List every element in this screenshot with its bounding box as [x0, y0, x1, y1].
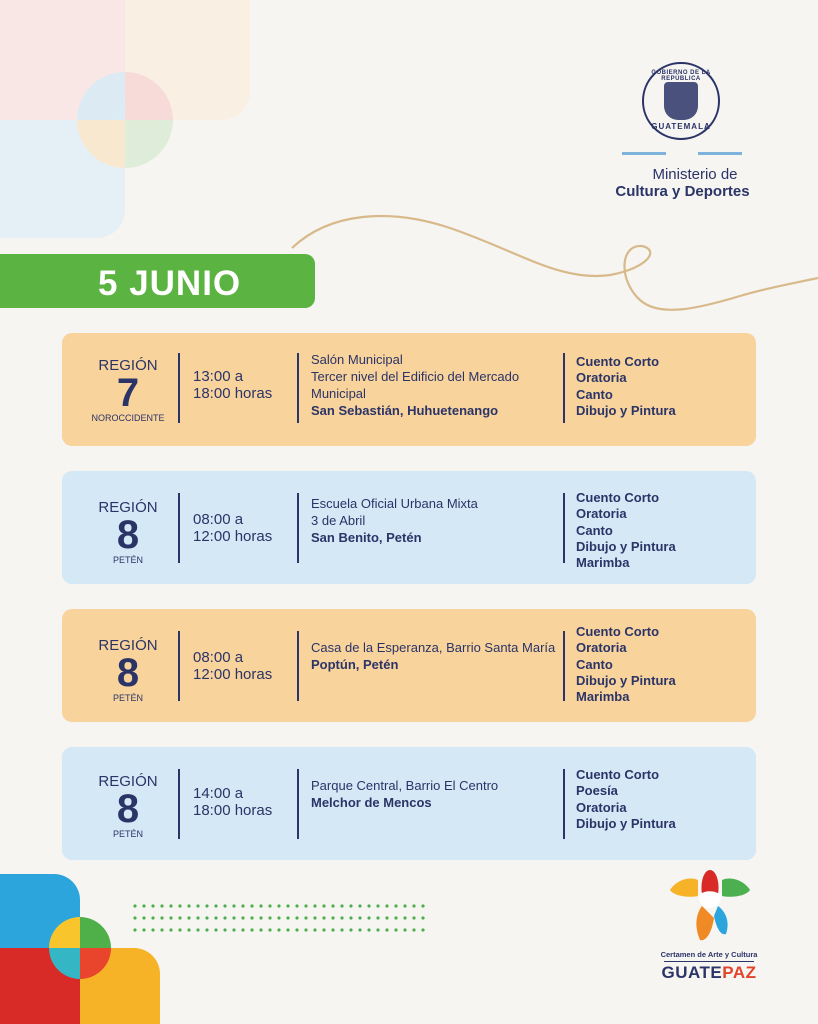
event-card-4	[62, 747, 756, 860]
activity-item: Cuento Corto	[576, 354, 660, 369]
logo-title-guate: GUATE	[661, 963, 723, 982]
event-time	[193, 785, 293, 819]
activity-item: Dibujo y Pintura	[576, 672, 676, 688]
region-number: 8	[116, 513, 140, 557]
event-venue	[311, 351, 563, 419]
activity-item: Oratoria	[576, 506, 627, 522]
decor-circle-bottom	[49, 917, 111, 979]
guatepaz-hands-logo-icon	[660, 862, 760, 952]
logo-title-paz: PAZ	[722, 963, 757, 982]
activity-list	[576, 767, 726, 832]
venue-location: Poptún, Petén	[311, 657, 399, 672]
region-block	[82, 333, 174, 446]
venue-line: Salón Municipal	[311, 352, 403, 367]
event-time	[193, 511, 293, 545]
activity-item: Oratoria	[576, 799, 627, 815]
date-banner	[0, 254, 315, 308]
divider	[297, 353, 299, 423]
region-block	[82, 471, 174, 584]
region-block	[82, 747, 174, 860]
event-time	[193, 649, 293, 683]
event-venue	[311, 639, 563, 673]
logo-rule	[664, 961, 754, 962]
event-card-1	[62, 333, 756, 446]
venue-line: Casa de la Esperanza, Barrio Santa María	[311, 640, 556, 655]
divider	[178, 493, 180, 563]
logo-subtitle: Certamen de Arte y Cultura	[660, 950, 758, 959]
region-number: 7	[116, 371, 140, 415]
region-name: PETÉN	[112, 829, 143, 839]
activity-item: Marimba	[576, 689, 630, 705]
event-time	[193, 368, 293, 402]
divider	[297, 769, 299, 839]
divider	[563, 631, 565, 701]
region-label: REGIÓN	[98, 499, 158, 516]
region-label: REGIÓN	[98, 357, 158, 374]
venue-line: Escuela Oficial Urbana Mixta	[311, 496, 478, 511]
region-name: NOROCCIDENTE	[91, 413, 165, 423]
activity-item: Oratoria	[576, 370, 627, 386]
activity-item: Oratoria	[576, 640, 627, 656]
venue-location: Melchor de Mencos	[311, 795, 432, 810]
ministry-name-line1: Ministerio de	[652, 166, 738, 183]
activity-item: Cuento Corto	[576, 767, 660, 782]
activity-item: Dibujo y Pintura	[576, 815, 676, 831]
ministry-name-line2: Cultura y Deportes	[615, 183, 750, 200]
activity-item: Canto	[576, 656, 613, 672]
region-label: REGIÓN	[98, 773, 158, 790]
activity-list	[576, 490, 726, 571]
region-number: 8	[116, 787, 140, 831]
time-end: 12:00 horas	[193, 528, 273, 545]
event-card-3	[62, 609, 756, 722]
decor-dots	[132, 903, 432, 933]
event-card-2	[62, 471, 756, 584]
coat-of-arms-icon	[664, 82, 698, 120]
region-block	[82, 609, 174, 722]
activity-item: Marimba	[576, 555, 630, 571]
venue-line: Tercer nivel del Edificio del Mercado	[311, 369, 520, 384]
time-start: 08:00 a	[193, 511, 244, 528]
activity-item: Cuento Corto	[576, 624, 660, 639]
time-start: 08:00 a	[193, 649, 244, 666]
date-title: 5 JUNIO	[98, 264, 242, 303]
divider	[563, 493, 565, 563]
logo-title	[650, 963, 768, 983]
venue-location: San Sebastián, Huhuetenango	[311, 403, 499, 418]
venue-line: Municipal	[311, 386, 366, 401]
event-venue	[311, 495, 563, 546]
activity-item: Dibujo y Pintura	[576, 538, 676, 554]
activity-item: Canto	[576, 386, 613, 402]
time-end: 18:00 horas	[193, 385, 273, 402]
divider	[178, 769, 180, 839]
seal-top-text: GOBIERNO DE LA REPÚBLICA	[651, 70, 711, 82]
event-venue	[311, 777, 563, 811]
time-start: 13:00 a	[193, 368, 244, 385]
venue-line: 3 de Abril	[311, 513, 366, 528]
divider	[297, 493, 299, 563]
divider	[297, 631, 299, 701]
time-start: 14:00 a	[193, 785, 244, 802]
activity-item: Cuento Corto	[576, 490, 660, 505]
seal-bottom-text: GUATEMALA	[651, 122, 711, 131]
activity-item: Poesía	[576, 783, 618, 799]
activity-item: Canto	[576, 522, 613, 538]
divider	[563, 353, 565, 423]
activity-list	[576, 354, 726, 419]
time-end: 18:00 horas	[193, 802, 273, 819]
region-name: PETÉN	[112, 555, 143, 565]
divider	[178, 631, 180, 701]
guatemala-seal-icon	[642, 62, 720, 140]
venue-line: Parque Central, Barrio El Centro	[311, 778, 499, 793]
region-number: 8	[116, 651, 140, 695]
region-name: PETÉN	[112, 693, 143, 703]
region-label: REGIÓN	[98, 637, 158, 654]
ministry-divider-lines	[622, 152, 744, 155]
time-end: 12:00 horas	[193, 666, 273, 683]
venue-location: San Benito, Petén	[311, 530, 422, 545]
activity-item: Dibujo y Pintura	[576, 402, 676, 418]
divider	[563, 769, 565, 839]
divider	[178, 353, 180, 423]
activity-list	[576, 624, 726, 705]
